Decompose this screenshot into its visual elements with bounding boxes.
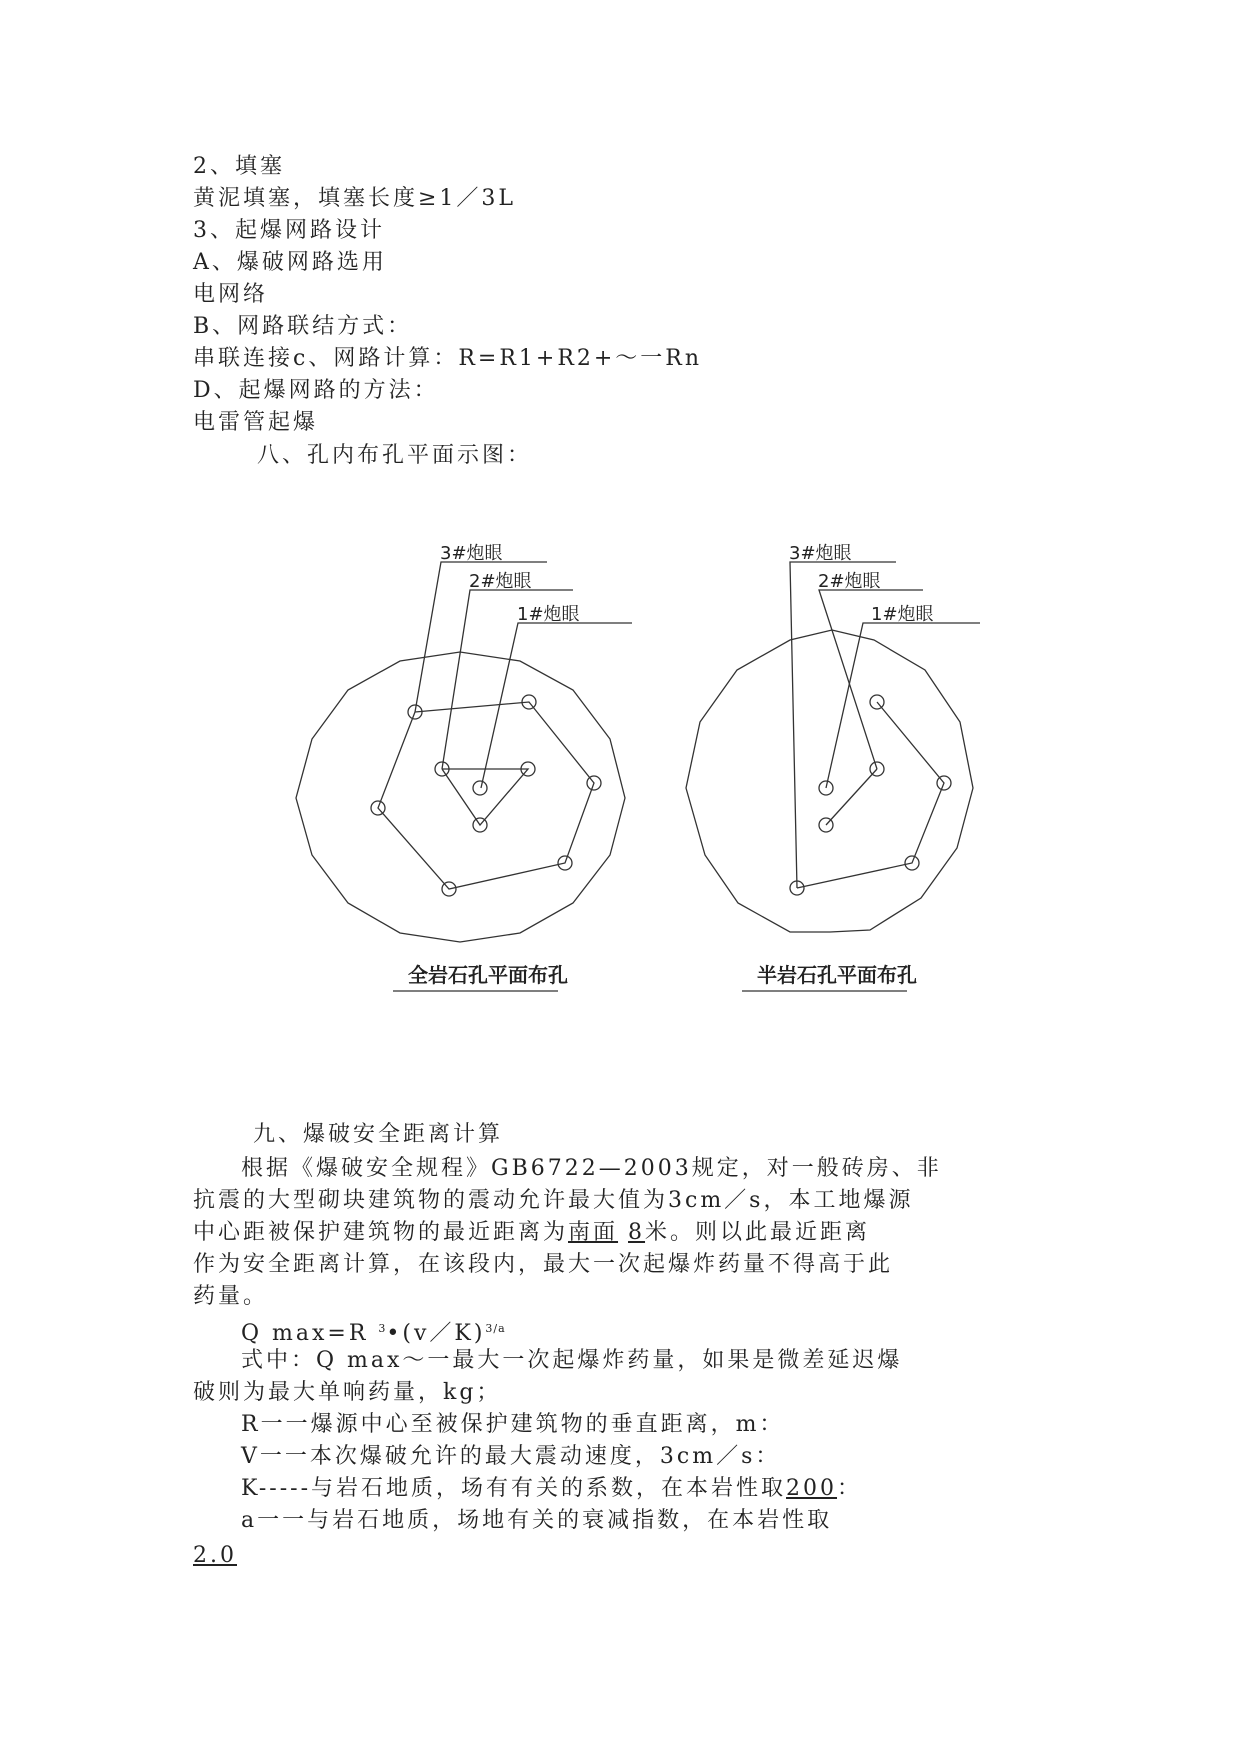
left-label-hole3: 3#炮眼 [440, 543, 503, 564]
where-line: 式中：Q max～一最大一次起爆炸药量，如果是微差延迟爆 [241, 1348, 903, 1373]
right-leader-hole1 [826, 623, 980, 788]
right-outer-chain [797, 702, 944, 888]
formula-exponent: 3 [378, 1322, 387, 1335]
left-label-hole1: 1#炮眼 [517, 604, 580, 625]
coefficient-value: 200 [786, 1476, 838, 1501]
text-line: D、起爆网路的方法： [193, 378, 439, 403]
distance-value: 8 [628, 1220, 646, 1245]
right-label-hole1: 1#炮眼 [871, 604, 934, 625]
where-line: V一一本次爆破允许的最大震动速度，3cm／s： [241, 1444, 781, 1469]
paragraph-line [193, 1217, 870, 1249]
text-line: 黄泥填塞，填塞长度≥1／3L [193, 186, 517, 211]
right-inner-link [826, 769, 877, 825]
text-line: 电网络 [193, 282, 269, 307]
text-line: A、爆破网路选用 [193, 250, 387, 275]
left-leader-hole1 [481, 623, 632, 788]
right-label-hole2: 2#炮眼 [818, 571, 881, 592]
section-heading-8: 八、孔内布孔平面示图： [257, 443, 533, 468]
text-line: B、网路联结方式： [193, 314, 413, 339]
right-label-hole3: 3#炮眼 [789, 543, 852, 564]
paragraph-line: 作为安全距离计算，在该段内，最大一次起爆炸药量不得高于此 [193, 1252, 894, 1277]
left-label-hole2: 2#炮眼 [469, 571, 532, 592]
left-inner-triangle [442, 769, 528, 825]
formula-exponent: 3/a [485, 1322, 506, 1335]
paragraph-line: 抗震的大型砌块建筑物的震动允许最大值为3cm／s，本工地爆源 [193, 1188, 914, 1213]
left-outer-ring [378, 702, 594, 889]
paragraph-line: 药量。 [193, 1284, 269, 1309]
formula-part: Q max=R [241, 1321, 379, 1346]
text-line: 2、填塞 [193, 154, 285, 179]
paragraph-line: 根据《爆破安全规程》GB6722—2003规定，对一般砖房、非 [241, 1156, 942, 1181]
text-run: 中心距被保护建筑物的最近距离为 [193, 1220, 569, 1245]
attenuation-value: 2.0 [193, 1543, 237, 1568]
location-value: 南面 [568, 1220, 619, 1245]
text-run: K-----与岩石地质，场有有关的系数，在本岩性取 [241, 1476, 787, 1501]
right-caption: 半岩石孔平面布孔 [757, 963, 917, 987]
hole-marker [473, 781, 487, 795]
text-run: ： [837, 1476, 863, 1501]
text-run: 米。则以此最近距离 [645, 1220, 871, 1245]
text-line: 串联连接c、网路计算：R=R1+R2+～一Rn [193, 346, 703, 371]
formula-part: •(v／K) [386, 1321, 486, 1346]
where-line: a一一与岩石地质，场地有关的衰减指数，在本岩性取 [241, 1508, 833, 1533]
where-line: 破则为最大单响药量，kg； [193, 1380, 502, 1405]
text-line: 3、起爆网路设计 [193, 218, 385, 243]
right-outer-boundary [686, 630, 973, 932]
section-heading-9: 九、爆破安全距离计算 [253, 1122, 504, 1147]
where-line: R一一爆源中心至被保护建筑物的垂直距离，m： [241, 1412, 785, 1437]
text-line: 电雷管起爆 [193, 410, 319, 435]
left-caption: 全岩石孔平面布孔 [408, 963, 568, 987]
where-line [241, 1473, 862, 1505]
text-run [618, 1220, 628, 1245]
